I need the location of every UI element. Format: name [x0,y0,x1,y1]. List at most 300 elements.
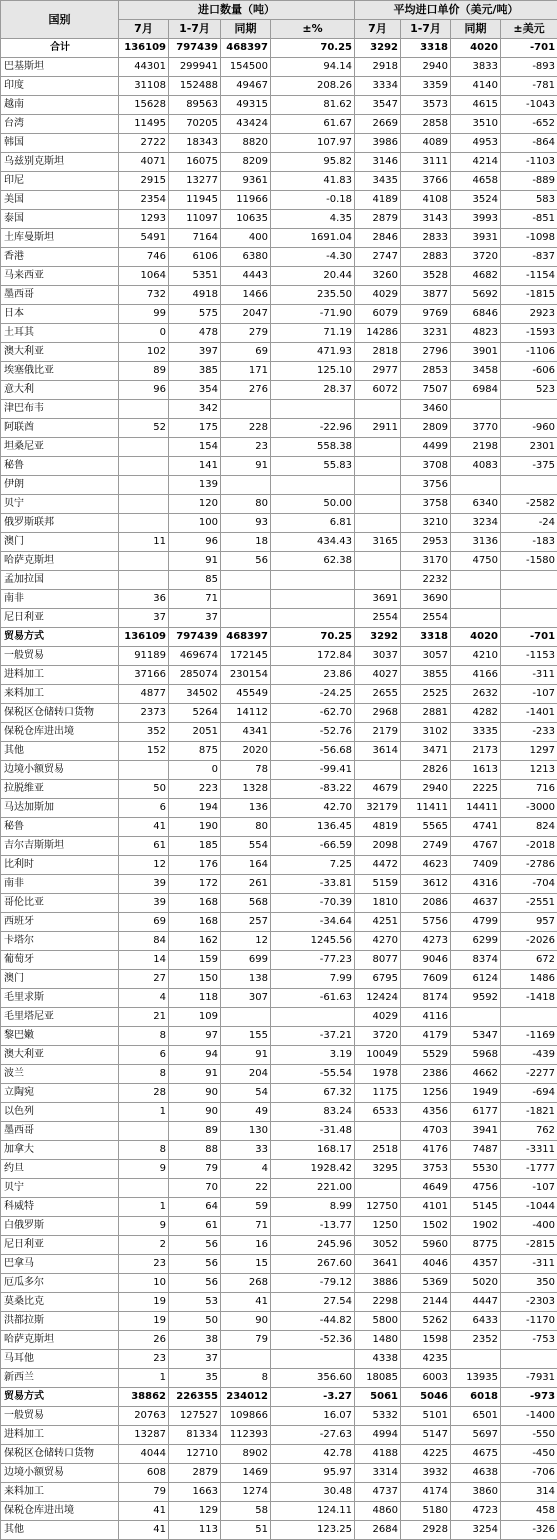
table-row [1,552,557,571]
qty-ytd-cell: 575 [169,305,221,324]
qty-ytd-cell: 4918 [169,286,221,305]
qty-prior-cell: 51 [221,1521,271,1540]
price-month-cell: 2098 [355,837,401,856]
qty-prior-cell: 15 [221,1255,271,1274]
qty-month-cell: 1064 [119,267,169,286]
qty-month-cell: 15628 [119,96,169,115]
qty-change-cell: 1691.04 [271,229,355,248]
qty-prior-cell: 307 [221,989,271,1008]
price-month-cell: 2977 [355,362,401,381]
qty-month-cell: 1 [119,1103,169,1122]
qty-change-cell: 16.07 [271,1407,355,1426]
qty-ytd-cell: 61 [169,1217,221,1236]
qty-prior-cell: 78 [221,761,271,780]
price-prior-cell [451,400,501,419]
qty-prior-cell: 276 [221,381,271,400]
price-prior-cell: 4316 [451,875,501,894]
qty-prior-cell: 14112 [221,704,271,723]
qty-change-cell: 8.99 [271,1198,355,1217]
table-row [1,1369,557,1388]
table-row [1,362,557,381]
table-row [1,1502,557,1521]
price-prior-cell [451,476,501,495]
qty-change-cell: -52.76 [271,723,355,742]
table-row [1,286,557,305]
qty-month-cell: 4877 [119,685,169,704]
qty-change-cell: -24.25 [271,685,355,704]
qty-month-cell: 8 [119,1065,169,1084]
table-row [1,894,557,913]
table-row [1,115,557,134]
price-ytd-cell: 2833 [401,229,451,248]
price-change-cell [501,590,557,609]
price-ytd-cell: 2940 [401,58,451,77]
qty-month-cell: 14 [119,951,169,970]
qty-prior-cell: 4341 [221,723,271,742]
table-row [1,248,557,267]
qty-month-cell [119,761,169,780]
qty-ytd-cell: 168 [169,894,221,913]
qty-month-cell: 2 [119,1236,169,1255]
table-row [1,400,557,419]
qty-prior-cell: 33 [221,1141,271,1160]
qty-change-cell [271,1008,355,1027]
qty-prior-cell: 43424 [221,115,271,134]
price-month-cell: 4027 [355,666,401,685]
qty-change-cell: -55.54 [271,1065,355,1084]
table-row [1,96,557,115]
table-row [1,856,557,875]
qty-month-cell: 136109 [119,39,169,58]
qty-ytd-cell: 139 [169,476,221,495]
table-row [1,1407,557,1426]
table-row [1,1179,557,1198]
country-header: 国别 [1,1,119,39]
qty-prior-cell [221,571,271,590]
qty-change-cell: -0.18 [271,191,355,210]
qty-change-cell: 123.25 [271,1521,355,1540]
qty-month-cell: 0 [119,324,169,343]
qty-prior-cell: 230154 [221,666,271,685]
price-prior-cell [451,1008,501,1027]
qty-month-cell: 746 [119,248,169,267]
price-prior-cell: 5692 [451,286,501,305]
price-prior-cell: 4282 [451,704,501,723]
qty-change-cell: 125.10 [271,362,355,381]
price-ytd-cell: 3057 [401,647,451,666]
price-change-cell: -973 [501,1388,557,1407]
qty-change-cell: 42.70 [271,799,355,818]
qty-prior-cell: 164 [221,856,271,875]
qty-ytd-cell: 797439 [169,628,221,647]
price-month-cell [355,457,401,476]
price-ytd-cell: 5369 [401,1274,451,1293]
price-change-cell: -2786 [501,856,557,875]
qty-month-cell: 11495 [119,115,169,134]
price-ytd-cell: 3758 [401,495,451,514]
col-header-qty-change: ±% [271,20,355,39]
table-row [1,476,557,495]
row-label-cell: 保税仓库进出境 [1,1502,119,1521]
qty-prior-cell: 93 [221,514,271,533]
price-month-cell: 2818 [355,343,401,362]
price-ytd-cell: 3877 [401,286,451,305]
qty-month-cell: 352 [119,723,169,742]
qty-prior-cell: 58 [221,1502,271,1521]
qty-ytd-cell: 71 [169,590,221,609]
price-change-cell [501,1008,557,1027]
price-prior-cell: 4447 [451,1293,501,1312]
price-change-cell: -1043 [501,96,557,115]
qty-prior-cell: 8820 [221,134,271,153]
qty-ytd-cell: 12710 [169,1445,221,1464]
table-row [1,438,557,457]
table-row [1,875,557,894]
qty-change-cell: 136.45 [271,818,355,837]
qty-ytd-cell: 141 [169,457,221,476]
row-label-cell: 墨西哥 [1,1122,119,1141]
qty-month-cell: 39 [119,894,169,913]
price-ytd-cell: 3102 [401,723,451,742]
price-change-cell [501,609,557,628]
qty-prior-cell: 4 [221,1160,271,1179]
price-prior-cell: 7409 [451,856,501,875]
price-ytd-cell: 4174 [401,1483,451,1502]
qty-ytd-cell: 354 [169,381,221,400]
qty-ytd-cell: 96 [169,533,221,552]
price-prior-cell: 5020 [451,1274,501,1293]
qty-ytd-cell: 89563 [169,96,221,115]
qty-month-cell: 37 [119,609,169,628]
price-month-cell: 3260 [355,267,401,286]
table-row [1,1217,557,1236]
price-prior-cell: 2198 [451,438,501,457]
price-prior-cell: 4615 [451,96,501,115]
price-ytd-cell: 5046 [401,1388,451,1407]
price-change-cell: -107 [501,685,557,704]
price-prior-cell: 3901 [451,343,501,362]
qty-ytd-cell: 91 [169,1065,221,1084]
row-label-cell: 巴拿马 [1,1255,119,1274]
qty-ytd-cell: 70 [169,1179,221,1198]
qty-ytd-cell: 70205 [169,115,221,134]
price-change-cell: -2026 [501,932,557,951]
row-label-cell: 澳大利亚 [1,1046,119,1065]
price-prior-cell: 6846 [451,305,501,324]
table-row [1,381,557,400]
qty-ytd-cell: 56 [169,1236,221,1255]
qty-prior-cell: 699 [221,951,271,970]
row-label-cell: 以色列 [1,1103,119,1122]
qty-prior-cell: 11966 [221,191,271,210]
row-label-cell: 俄罗斯联邦 [1,514,119,533]
price-change-cell: -1821 [501,1103,557,1122]
price-change-cell: -1418 [501,989,557,1008]
qty-ytd-cell: 100 [169,514,221,533]
qty-month-cell: 9 [119,1217,169,1236]
price-month-cell: 3292 [355,628,401,647]
row-label-cell: 边境小额贸易 [1,761,119,780]
price-change-cell: -2551 [501,894,557,913]
qty-change-cell: 235.50 [271,286,355,305]
row-label-cell: 厄瓜多尔 [1,1274,119,1293]
price-month-cell [355,571,401,590]
price-change-cell: -694 [501,1084,557,1103]
row-label-cell: 拉脱维亚 [1,780,119,799]
price-change-cell: -1580 [501,552,557,571]
price-prior-cell: 3136 [451,533,501,552]
price-ytd-cell: 4235 [401,1350,451,1369]
qty-prior-cell: 49467 [221,77,271,96]
qty-ytd-cell: 194 [169,799,221,818]
price-ytd-cell: 2953 [401,533,451,552]
price-prior-cell: 4357 [451,1255,501,1274]
qty-month-cell: 50 [119,780,169,799]
price-month-cell: 5159 [355,875,401,894]
qty-ytd-cell: 299941 [169,58,221,77]
row-label-cell: 一般贸易 [1,647,119,666]
table-row [1,1274,557,1293]
price-month-cell: 6079 [355,305,401,324]
price-prior-cell: 3931 [451,229,501,248]
row-label-cell: 边境小额贸易 [1,1464,119,1483]
qty-month-cell [119,457,169,476]
qty-change-cell: 7.25 [271,856,355,875]
price-change-cell: -2582 [501,495,557,514]
price-prior-cell: 4756 [451,1179,501,1198]
row-label-cell: 毛里求斯 [1,989,119,1008]
qty-change-cell: 23.86 [271,666,355,685]
qty-month-cell: 21 [119,1008,169,1027]
qty-change-cell: 1245.56 [271,932,355,951]
table-row [1,324,557,343]
qty-month-cell: 52 [119,419,169,438]
row-label-cell: 哥伦比亚 [1,894,119,913]
table-row [1,153,557,172]
price-change-cell: -1103 [501,153,557,172]
price-change-cell: -864 [501,134,557,153]
qty-month-cell: 10 [119,1274,169,1293]
qty-ytd-cell: 7164 [169,229,221,248]
qty-ytd-cell: 176 [169,856,221,875]
price-prior-cell: 9592 [451,989,501,1008]
qty-ytd-cell: 172 [169,875,221,894]
price-change-cell: -1169 [501,1027,557,1046]
table-row [1,514,557,533]
price-change-cell: -706 [501,1464,557,1483]
price-ytd-cell: 5262 [401,1312,451,1331]
price-prior-cell [451,590,501,609]
price-ytd-cell: 2826 [401,761,451,780]
qty-ytd-cell: 159 [169,951,221,970]
price-ytd-cell: 3143 [401,210,451,229]
price-ytd-cell: 3573 [401,96,451,115]
qty-ytd-cell: 6106 [169,248,221,267]
row-label-cell: 莫桑比克 [1,1293,119,1312]
qty-ytd-cell: 397 [169,343,221,362]
price-ytd-cell: 9046 [401,951,451,970]
qty-prior-cell: 4443 [221,267,271,286]
qty-prior-cell: 268 [221,1274,271,1293]
price-change-cell [501,400,557,419]
price-ytd-cell: 7609 [401,970,451,989]
price-ytd-cell: 4225 [401,1445,451,1464]
price-month-cell: 1480 [355,1331,401,1350]
price-change-cell: -107 [501,1179,557,1198]
price-prior-cell: 1949 [451,1084,501,1103]
price-month-cell: 5332 [355,1407,401,1426]
qty-prior-cell: 8209 [221,153,271,172]
price-prior-cell: 4723 [451,1502,501,1521]
price-change-cell: -701 [501,628,557,647]
price-prior-cell: 4083 [451,457,501,476]
qty-ytd-cell: 129 [169,1502,221,1521]
price-prior-cell: 2352 [451,1331,501,1350]
price-change-cell: 314 [501,1483,557,1502]
price-ytd-cell: 11411 [401,799,451,818]
table-row [1,210,557,229]
table-row [1,704,557,723]
price-month-cell [355,761,401,780]
table-row [1,77,557,96]
row-label-cell: 哈萨克斯坦 [1,1331,119,1350]
qty-month-cell: 84 [119,932,169,951]
qty-prior-cell: 171 [221,362,271,381]
row-label-cell: 秘鲁 [1,457,119,476]
qty-prior-cell: 154500 [221,58,271,77]
price-month-cell [355,1122,401,1141]
qty-change-cell [271,571,355,590]
row-label-cell: 进料加工 [1,666,119,685]
qty-ytd-cell: 79 [169,1160,221,1179]
price-ytd-cell: 3766 [401,172,451,191]
price-ytd-cell: 2928 [401,1521,451,1540]
price-change-cell: 672 [501,951,557,970]
qty-prior-cell: 80 [221,818,271,837]
qty-prior-cell [221,1350,271,1369]
price-ytd-cell: 5960 [401,1236,451,1255]
price-ytd-cell: 5756 [401,913,451,932]
row-label-cell: 毛里塔尼亚 [1,1008,119,1027]
price-month-cell: 3435 [355,172,401,191]
qty-month-cell [119,571,169,590]
row-label-cell: 一般贸易 [1,1407,119,1426]
qty-change-cell: -70.39 [271,894,355,913]
table-summary-row [1,628,557,647]
qty-prior-cell: 54 [221,1084,271,1103]
price-prior-cell: 3833 [451,58,501,77]
price-month-cell: 3691 [355,590,401,609]
row-label-cell: 黎巴嫩 [1,1027,119,1046]
price-prior-cell: 6018 [451,1388,501,1407]
row-label-cell: 波兰 [1,1065,119,1084]
qty-prior-cell: 80 [221,495,271,514]
price-prior-cell: 5347 [451,1027,501,1046]
qty-change-cell: 28.37 [271,381,355,400]
qty-month-cell [119,400,169,419]
price-prior-cell: 4638 [451,1464,501,1483]
qty-change-cell: 55.83 [271,457,355,476]
price-ytd-cell: 1256 [401,1084,451,1103]
qty-month-cell: 152 [119,742,169,761]
qty-prior-cell: 90 [221,1312,271,1331]
price-ytd-cell: 2853 [401,362,451,381]
qty-month-cell: 96 [119,381,169,400]
qty-month-cell: 4 [119,989,169,1008]
price-month-cell: 3334 [355,77,401,96]
table-row [1,1331,557,1350]
price-ytd-cell: 2386 [401,1065,451,1084]
price-change-cell: -450 [501,1445,557,1464]
price-ytd-cell: 3460 [401,400,451,419]
qty-change-cell: -52.36 [271,1331,355,1350]
qty-ytd-cell: 285074 [169,666,221,685]
table-row [1,1008,557,1027]
price-month-cell: 12424 [355,989,401,1008]
col-header-price-month: 7月 [355,20,401,39]
row-label-cell: 加拿大 [1,1141,119,1160]
price-change-cell: -1777 [501,1160,557,1179]
row-label-cell: 乌兹别克斯坦 [1,153,119,172]
qty-change-cell: 62.38 [271,552,355,571]
price-ytd-cell: 2525 [401,685,451,704]
price-ytd-cell: 4623 [401,856,451,875]
row-label-cell: 其他 [1,1521,119,1540]
table-row [1,1293,557,1312]
row-label-cell: 澳大利亚 [1,343,119,362]
qty-change-cell: 221.00 [271,1179,355,1198]
price-change-cell: -1400 [501,1407,557,1426]
table-row [1,1046,557,1065]
price-ytd-cell: 4089 [401,134,451,153]
qty-prior-cell: 568 [221,894,271,913]
price-month-cell: 3614 [355,742,401,761]
price-prior-cell [451,571,501,590]
price-month-cell: 2669 [355,115,401,134]
qty-month-cell: 23 [119,1255,169,1274]
qty-ytd-cell: 0 [169,761,221,780]
qty-change-cell: 558.38 [271,438,355,457]
price-ytd-cell: 4356 [401,1103,451,1122]
row-label-cell: 立陶宛 [1,1084,119,1103]
row-label-cell: 比利时 [1,856,119,875]
qty-change-cell: 168.17 [271,1141,355,1160]
qty-change-cell [271,590,355,609]
price-month-cell: 4189 [355,191,401,210]
row-label-cell: 其他 [1,742,119,761]
price-month-cell: 2879 [355,210,401,229]
price-month-cell: 12750 [355,1198,401,1217]
qty-ytd-cell: 11945 [169,191,221,210]
price-change-cell: 716 [501,780,557,799]
qty-prior-cell: 8902 [221,1445,271,1464]
qty-prior-cell: 69 [221,343,271,362]
qty-ytd-cell: 37 [169,609,221,628]
qty-prior-cell: 1274 [221,1483,271,1502]
row-label-cell: 印度 [1,77,119,96]
qty-month-cell: 11 [119,533,169,552]
table-row [1,1521,557,1540]
price-month-cell: 10049 [355,1046,401,1065]
price-prior-cell: 6501 [451,1407,501,1426]
col-header-price-prior: 同期 [451,20,501,39]
qty-month-cell: 99 [119,305,169,324]
qty-ytd-cell: 118 [169,989,221,1008]
col-header-qty-month: 7月 [119,20,169,39]
price-change-cell: -3311 [501,1141,557,1160]
price-change-cell: -1593 [501,324,557,343]
price-change-cell: -439 [501,1046,557,1065]
